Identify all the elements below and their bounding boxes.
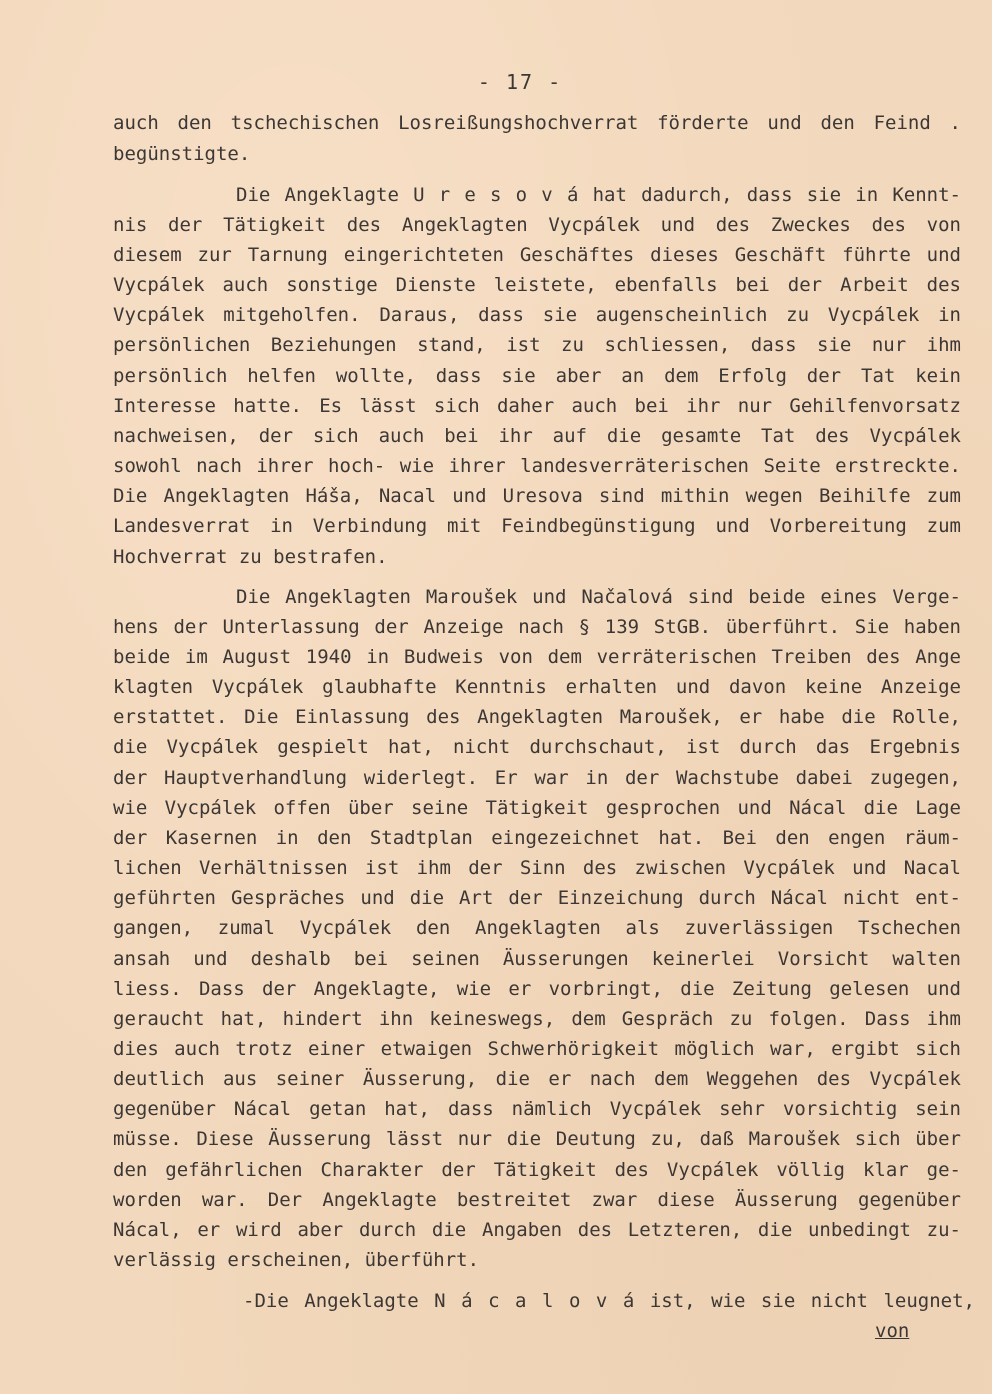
text-line: persönlichen Beziehungen stand, ist zu schliessen, dass sie nur ihm bbox=[113, 334, 961, 356]
text-line: Die Angeklagte U r e s o v á hat dadurch, dass sie in Kennt- bbox=[236, 184, 961, 206]
text-line: der Hauptverhandlung widerlegt. Er war in der Wachstube dabei zugegen, bbox=[113, 767, 961, 789]
text-line: worden war. Der Angeklagte bestreitet zwar diese Äusserung gegenüber bbox=[113, 1189, 961, 1211]
text-line: nis der Tätigkeit des Angeklagten Vycpálek und des Zweckes des von bbox=[113, 214, 961, 236]
text-line: Vycpálek mitgeholfen. Daraus, dass sie augenscheinlich zu Vycpálek in bbox=[113, 304, 961, 326]
text-line: den gefährlichen Charakter der Tätigkeit des Vycpálek völlig klar ge- bbox=[113, 1159, 961, 1181]
text-line: ansah und deshalb bei seinen Äusserungen keinerlei Vorsicht walten bbox=[113, 948, 961, 970]
page-number: - 17 - bbox=[477, 70, 563, 94]
text-line: der Kasernen in den Stadtplan eingezeichnet hat. Bei den engen räum- bbox=[113, 827, 961, 849]
text-line: dies auch trotz einer etwaigen Schwerhörigkeit möglich war, ergibt sich bbox=[113, 1038, 961, 1060]
text-line: begünstigte. bbox=[113, 143, 251, 165]
text-line: Vycpálek auch sonstige Dienste leistete, ebenfalls bei der Arbeit des bbox=[113, 274, 961, 296]
text-line: geführten Gespräches und die Art der Einzeichung durch Nácal nicht ent- bbox=[113, 887, 961, 909]
text-line: persönlich helfen wollte, dass sie aber an dem Erfolg der Tat kein bbox=[113, 365, 961, 387]
text-line: gangen, zumal Vycpálek den Angeklagten als zuverlässigen Tschechen bbox=[113, 917, 961, 939]
text-line: Nácal, er wird aber durch die Angaben des Letzteren, die unbedingt zu- bbox=[113, 1219, 961, 1241]
text-line: deutlich aus seiner Äusserung, die er nach dem Weggehen des Vycpálek bbox=[113, 1068, 961, 1090]
text-line: diesem zur Tarnung eingerichteten Geschäftes dieses Geschäft führte und bbox=[113, 244, 961, 266]
text-line: Die Angeklagten Maroušek und Načalová sind beide eines Verge- bbox=[236, 586, 961, 608]
text-line: hens der Unterlassung der Anzeige nach § 139 StGB. überführt. Sie haben bbox=[113, 616, 961, 638]
text-line: gegenüber Nácal getan hat, dass nämlich Vycpálek sehr vorsichtig sein bbox=[113, 1098, 961, 1120]
text-line: lichen Verhältnissen ist ihm der Sinn des zwischen Vycpálek und Nacal bbox=[113, 857, 961, 879]
text-line: geraucht hat, hindert ihn keineswegs, dem Gespräch zu folgen. Dass ihm bbox=[113, 1008, 961, 1030]
text-line: erstattet. Die Einlassung des Angeklagten Maroušek, er habe die Rolle, bbox=[113, 706, 961, 728]
text-line: Hochverrat zu bestrafen. bbox=[113, 546, 388, 568]
text-line: verlässig erscheinen, überführt. bbox=[113, 1249, 480, 1271]
text-line: die Vycpálek gespielt hat, nicht durchschaut, ist durch das Ergebnis bbox=[113, 736, 961, 758]
text-line: liess. Dass der Angeklagte, wie er vorbringt, die Zeitung gelesen und bbox=[113, 978, 961, 1000]
text-line: sowohl nach ihrer hoch- wie ihrer landesverräterischen Seite erstreckte. bbox=[113, 455, 961, 477]
text-line: Landesverrat in Verbindung mit Feindbegünstigung und Vorbereitung zum bbox=[113, 515, 961, 537]
text-line: wie Vycpálek offen über seine Tätigkeit gesprochen und Nácal die Lage bbox=[113, 797, 961, 819]
text-line: Die Angeklagten Háša, Nacal und Uresova sind mithin wegen Beihilfe zum bbox=[113, 485, 961, 507]
text-line: müsse. Diese Äusserung lässt nur die Deutung zu, daß Maroušek sich über bbox=[113, 1128, 961, 1150]
text-line: auch den tschechischen Losreißungshochverrat förderte und den Feind . bbox=[113, 112, 961, 134]
text-line: -Die Angeklagte N á c a l o v á ist, wie sie nicht leugnet, bbox=[243, 1290, 975, 1312]
text-line: nachweisen, der sich auch bei ihr auf die gesamte Tat des Vycpálek bbox=[113, 425, 961, 447]
text-line: Interesse hatte. Es lässt sich daher auch bei ihr nur Gehilfenvorsatz bbox=[113, 395, 961, 417]
text-line: klagten Vycpálek glaubhafte Kenntnis erhalten und davon keine Anzeige bbox=[113, 676, 961, 698]
text-line: beide im August 1940 in Budweis von dem verräterischen Treiben des Ange bbox=[113, 646, 961, 668]
catchword: von bbox=[875, 1320, 910, 1342]
